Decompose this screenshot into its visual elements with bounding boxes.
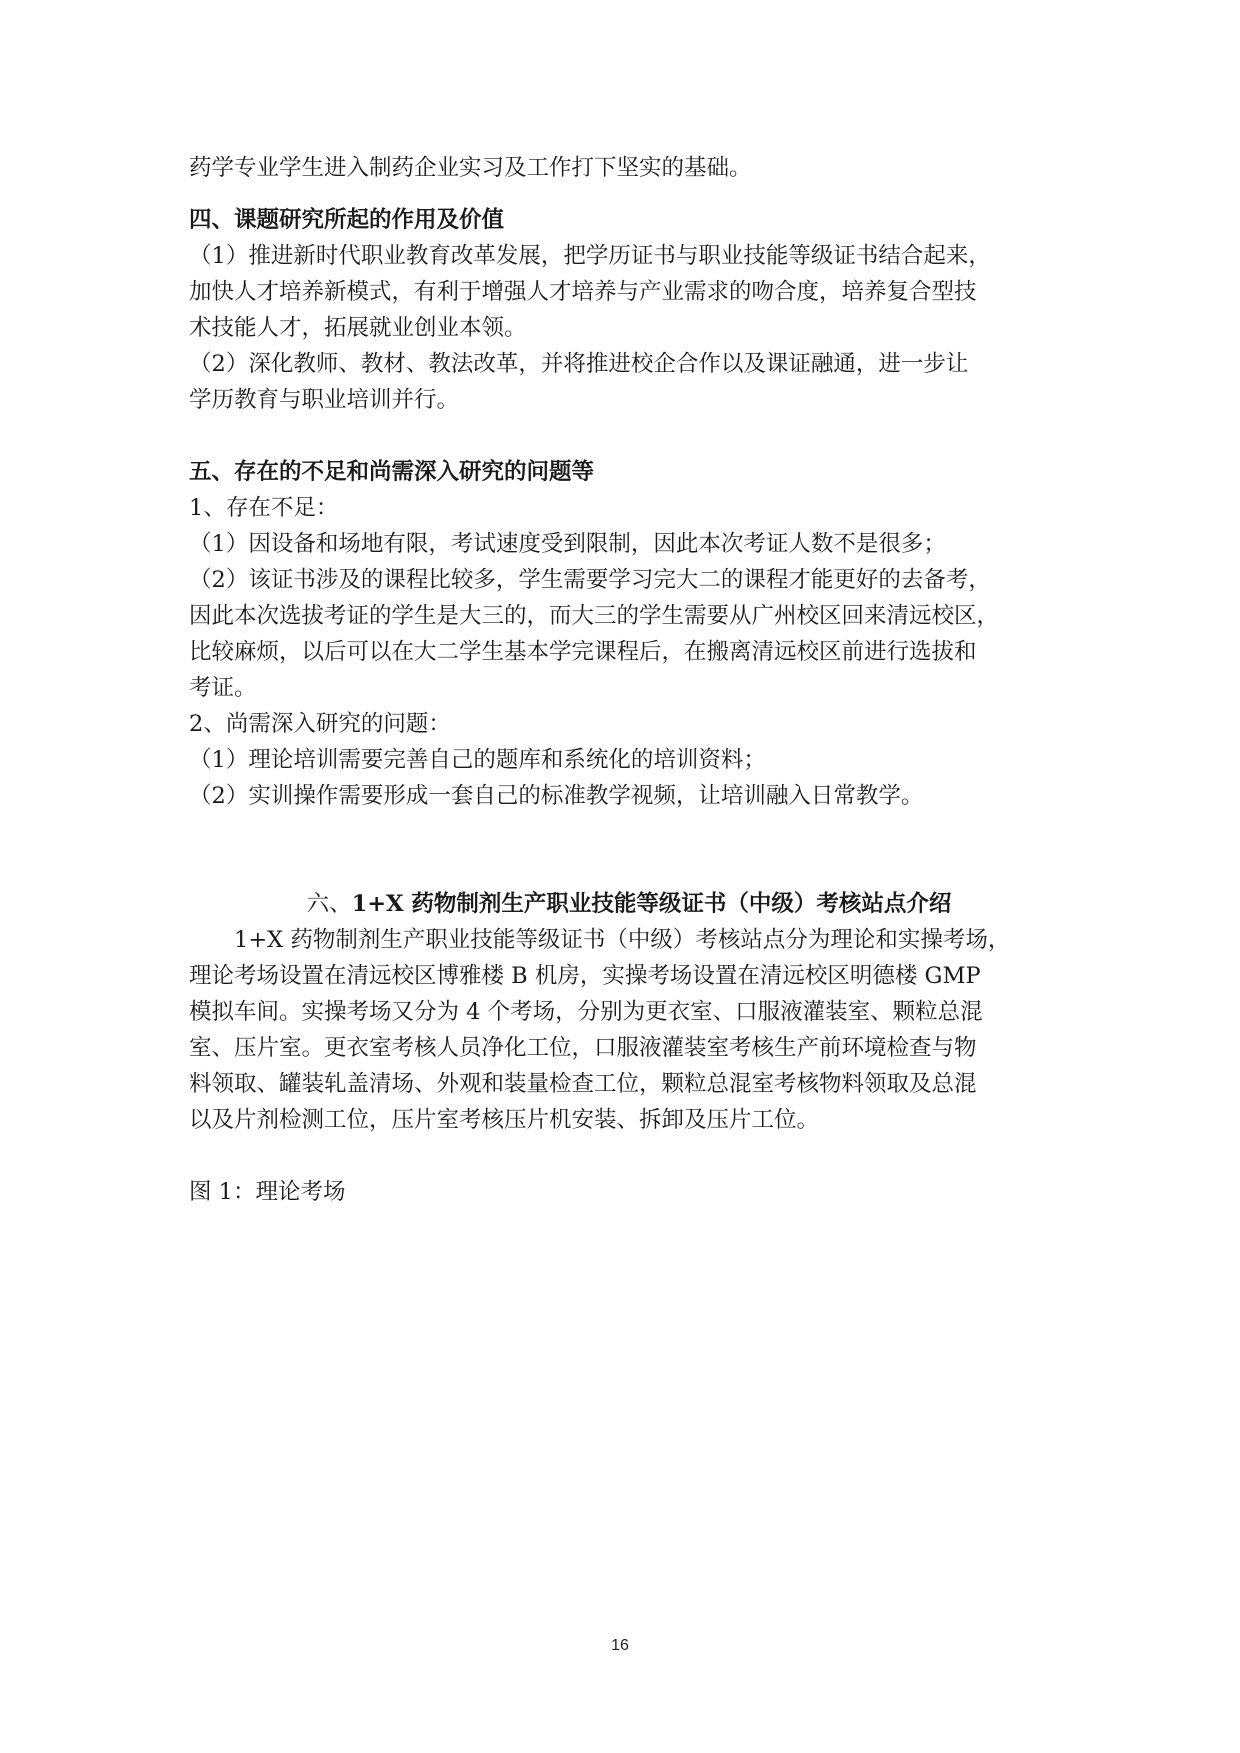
section6-title	[189, 886, 1069, 922]
section6-line-3: 模拟车间。实操考场又分为 4 个考场，分别为更衣室、口服液灌装室、颗粒总混	[189, 999, 983, 1025]
section4-line-4: （2）深化教师、教材、教法改革，并将推进校企合作以及课证融通，进一步让	[189, 351, 969, 377]
section4-line-3: 术技能人才，拓展就业创业本领。	[189, 315, 527, 341]
section5-a-line-5: 比较麻烦，以后可以在大二学生基本学完课程后，在搬离清远校区前进行选拔和	[189, 639, 977, 665]
section6-line-2: 理论考场设置在清远校区博雅楼 B 机房，实操考场设置在清远校区明德楼 GMP	[189, 963, 981, 989]
page-number: 16	[611, 1637, 629, 1654]
section4-line-5: 学历教育与职业培训并行。	[189, 387, 460, 413]
section6-title-prefix: 六、	[306, 891, 352, 917]
section4-title: 四、课题研究所起的作用及价值	[189, 207, 505, 233]
section5-b-line-2: （1）理论培训需要完善自己的题库和系统化的培训资料；	[189, 747, 766, 773]
section4-line-1: （1）推进新时代职业教育改革发展，把学历证书与职业技能等级证书结合起来，	[189, 243, 991, 269]
section6-line-6: 以及片剂检测工位，压片室考核压片机安装、拆卸及压片工位。	[189, 1107, 820, 1133]
section6-line-1: 1+X 药物制剂生产职业技能等级证书（中级）考核站点分为理论和实操考场，	[189, 927, 1011, 953]
section4-line-2: 加快人才培养新模式，有利于增强人才培养与产业需求的吻合度，培养复合型技	[189, 279, 977, 305]
section5-a-line-3: （2）该证书涉及的课程比较多，学生需要学习完大二的课程才能更好的去备考，	[189, 567, 991, 593]
section5-a-line-6: 考证。	[189, 675, 257, 701]
section5-b-line-1: 2、尚需深入研究的问题：	[189, 711, 451, 737]
figure-caption: 图 1：理论考场	[189, 1179, 346, 1205]
section6-title-main: 1+X 药物制剂生产职业技能等级证书（中级）考核站点介绍	[351, 891, 952, 917]
section5-a-line-4: 因此本次选拔考证的学生是大三的，而大三的学生需要从广州校区回来清远校区，	[189, 603, 1000, 629]
section5-b-line-3: （2）实训操作需要形成一套自己的标准教学视频，让培训融入日常教学。	[189, 783, 924, 809]
section6-line-4: 室、压片室。更衣室考核人员净化工位，口服液灌装室考核生产前环境检查与物	[189, 1035, 977, 1061]
section5-a-line-2: （1）因设备和场地有限，考试速度受到限制，因此本次考证人数不是很多；	[189, 531, 946, 557]
section5-a-line-1: 1、存在不足：	[189, 495, 339, 521]
section5-title: 五、存在的不足和尚需深入研究的问题等	[189, 459, 595, 485]
intro-tail-line: 药学专业学生进入制药企业实习及工作打下坚实的基础。	[189, 155, 752, 181]
section6-line-5: 料领取、罐装轧盖清场、外观和装量检查工位，颗粒总混室考核物料领取及总混	[189, 1071, 977, 1097]
page-content	[189, 150, 1069, 1210]
